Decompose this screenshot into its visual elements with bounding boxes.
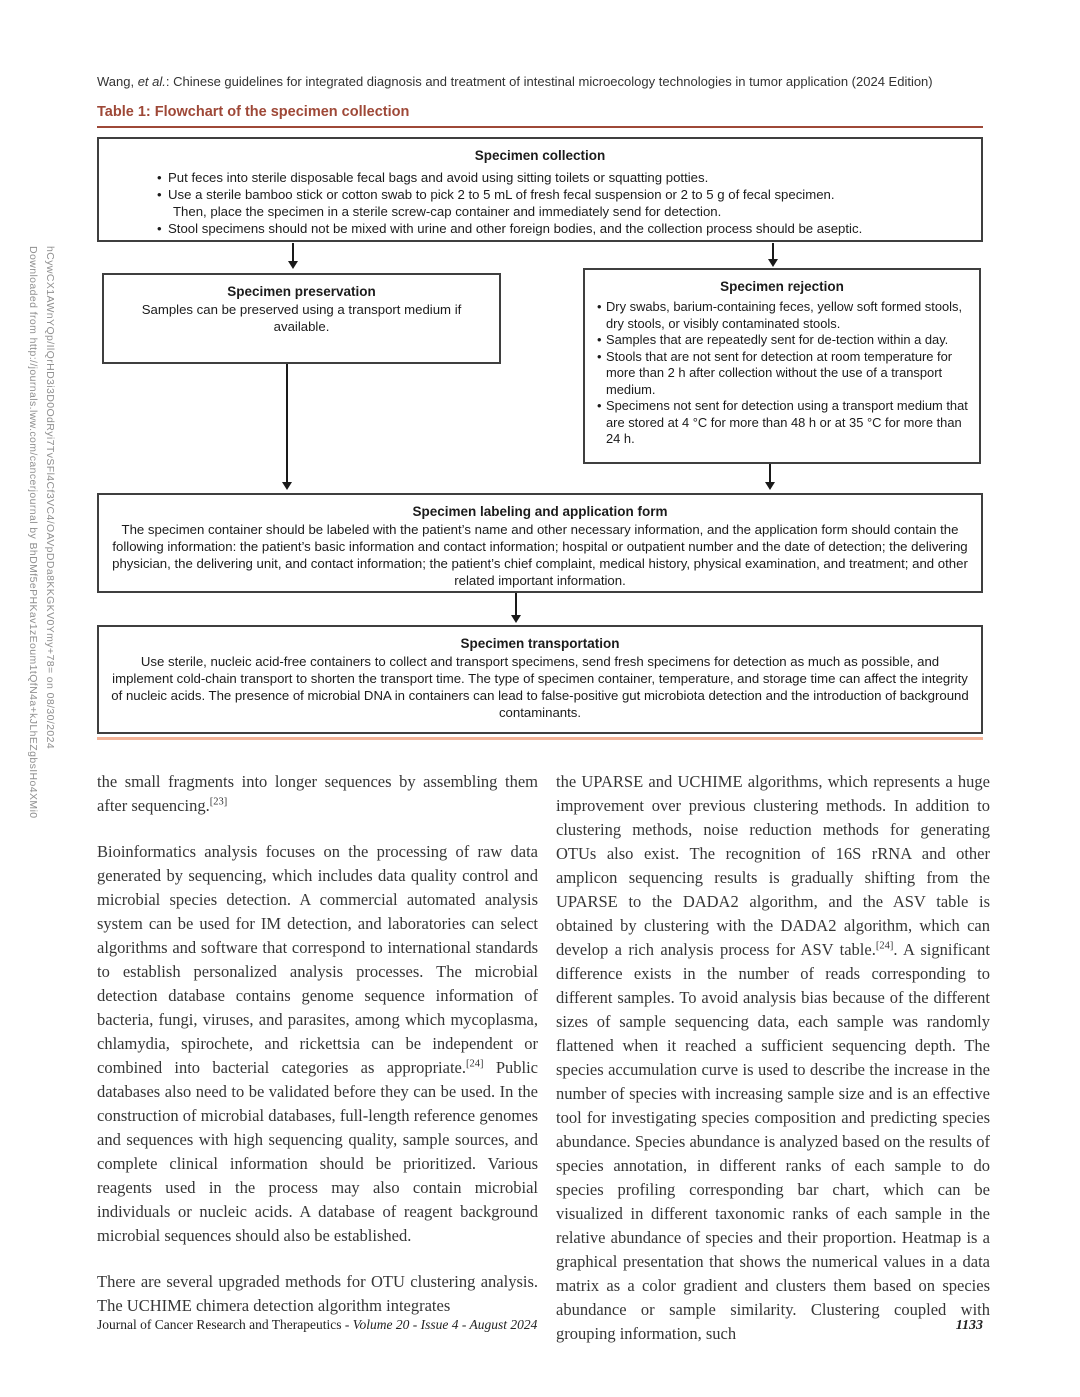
article-column-right [556, 770, 990, 1368]
journal-issue: - Volume 20 - Issue 4 - August 2024 [341, 1317, 538, 1332]
flow-arrow-preservation-to-labeling [286, 364, 288, 482]
box-title: Specimen preservation [227, 284, 376, 299]
collection-bullet-continuation: Then, place the specimen in a sterile screw-cap container and immediately send for detection. [173, 204, 722, 219]
citation-ref: [23] [209, 796, 228, 808]
collection-bullet: • Use a sterile bamboo stick or cotton swab to pick 2 to 5 mL of fresh fecal suspension or 2 to 5 g of fecal specimen. Then, place the specimen in a sterile screw-cap container and immediately send for detection. [157, 186, 965, 220]
flow-arrow-collection-to-preservation [292, 243, 294, 261]
citation-ref: [24] [466, 1058, 484, 1070]
collection-bullet-list [157, 169, 965, 237]
box-title: Specimen collection [474, 148, 606, 163]
rejection-bullet: • Samples that are repeatedly sent for de-tection within a day. [597, 332, 971, 349]
citation-ref: [24] [875, 940, 894, 952]
flowchart-box-specimen-collection [97, 137, 983, 242]
box-title: Specimen rejection [720, 279, 844, 294]
page-footer [97, 1317, 983, 1334]
page-number: 1133 [955, 1318, 983, 1333]
running-head-title: : Chinese guidelines for integrated diagnosis and treatment of intestinal microecology technologies in tumor application (2024 Edition) [165, 74, 933, 89]
collection-bullet: • Stool specimens should not be mixed with urine and other foreign bodies, and the collection process should be aseptic. [157, 220, 965, 237]
rejection-bullet: • Dry swabs, barium-containing feces, yellow soft formed stools, dry stools, or visibly contaminated stools. [597, 299, 971, 332]
transportation-body: Use sterile, nucleic acid-free containers to collect and transport specimens, send fresh specimens for detection as much as possible, and implement cold-chain transport to shorten the transport time. The type of specimen container, temperature, and storage time can affect the integrity of nucleic acids. The presence of microbial DNA in containers can lead to false-positive gut microbiota detection and the introduction of background contaminants. [111, 654, 969, 720]
footer-journal-line [97, 1317, 537, 1333]
article-column-left [97, 770, 538, 1340]
rejection-bullet-list [597, 299, 971, 448]
flowchart-box-specimen-transportation [97, 625, 983, 734]
journal-name: Journal of Cancer Research and Therapeutics [97, 1317, 342, 1332]
flowchart-box-specimen-labeling [97, 493, 983, 593]
running-head-etal: et al. [137, 74, 166, 89]
flow-arrow-labeling-to-transportation [515, 593, 517, 615]
paragraph: There are several upgraded methods for OTU clustering analysis. The UCHIME chimera detection algorithm integrates [97, 1272, 538, 1315]
box-title: Specimen labeling and application form [412, 504, 668, 519]
preservation-body: Samples can be preserved using a transport medium if available. [141, 302, 462, 334]
rejection-bullet: • Specimens not sent for detection using a transport medium that are stored at 4 °C for more than 48 h or at 35 °C for more than 24 h. [597, 398, 971, 448]
specimen-flowchart [97, 136, 983, 740]
table-bottom-rule [97, 737, 983, 740]
box-title: Specimen transportation [460, 636, 620, 651]
flowchart-box-specimen-preservation [102, 273, 501, 364]
rejection-bullet: • Stools that are not sent for detection at room temperature for more than 2 h after collection without the use of a transport medium. [597, 349, 971, 399]
paragraph: the small fragments into longer sequences by assembling them after sequencing.[23] [97, 772, 538, 815]
flow-arrow-collection-to-rejection [772, 243, 774, 259]
flowchart-box-specimen-rejection [583, 268, 981, 464]
collection-bullet: • Put feces into sterile disposable fecal bags and avoid using sitting toilets or squatting potties. [157, 169, 965, 186]
labeling-body: The specimen container should be labeled with the patient’s name and other necessary information, and the application form should contain the following information: the patient’s basic information and contact information; hospital or outpatient number and the date of detection; the delivering physician, the delivering unit, and contact information; the patient’s chief complaint, medical history, physical examination, and treatment; and other related important information. [112, 522, 968, 588]
download-watermark-line2: hCywCX1AWnYQp/IlQrHD3i3D0OdRyi7TvSFl4Cf3VC4/OAVpDDa8KKGKV0Ymy+78= on 08/30/2024 [44, 246, 56, 750]
paragraph: the UPARSE and UCHIME algorithms, which represents a huge improvement over previous clustering methods. In addition to clustering methods, noise reduction methods for generating OTUs also exist. The recognition of 16S rRNA and other amplicon sequencing results is gradually shifting from the UPARSE to the DADA2 algorithm, and the ASV table is obtained by clustering with the DADA2 algorithm, which can develop a rich analysis process for ASV table.[24]. A significant difference exists in the number of reads corresponding to different samples. To avoid analysis bias because of the different sizes of sample sequencing data, each sample was randomly flattened when it reached a sufficient sequencing depth. The species accumulation curve is used to describe the increase in the number of species with increasing sample size and is an effective tool for investigating species composition and predicting species abundance. Species abundance is analyzed based on the results of species annotation, in different ranks of each sample to do species profiling corresponding bar chart, which can be visualized in different taxonomic ranks of each sample in the relative abundance of species and their proportion. Heatmap is a graphical presentation that shows the numerical values in a data matrix as a color gradient and clusters them based on species abundance or sample similarity. Clustering coupled with grouping information, such [556, 772, 991, 1343]
table-caption: Table 1: Flowchart of the specimen collection [97, 104, 410, 120]
flow-arrow-rejection-to-labeling [769, 464, 771, 482]
download-watermark-line1: Downloaded from http://journals.lww.com/cancerjournal by BhDMf5ePHKav1zEoum1tQfN4a+kJLhEZgbsIHo4XMi0 [27, 246, 39, 819]
running-head [97, 74, 983, 89]
paragraph: Bioinformatics analysis focuses on the processing of raw data generated by sequencing, which includes data quality control and microbial species detection. A commercial automated analysis system can be used for IM detection, and laboratories can select algorithms and software that correspond to international standards to establish personalized analysis processes. The microbial detection database contains genome sequence information of bacteria, fungi, viruses, and parasites, among which mycoplasma, chlamydia, spirochete, and rickettsia can be independent or combined into bacterial categories as appropriate.[24] Public databases also need to be validated before they can be used. In the construction of microbial databases, full-length reference genomes and sequences with high sequencing quality, sample sources, and complete clinical information should be prioritized. Various reagents used in the process may also contain microbial individuals or nucleic acids. A database of reagent background microbial sequences should also be established. [97, 842, 539, 1245]
running-head-authors: Wang, [97, 74, 138, 89]
caption-rule [97, 126, 983, 128]
